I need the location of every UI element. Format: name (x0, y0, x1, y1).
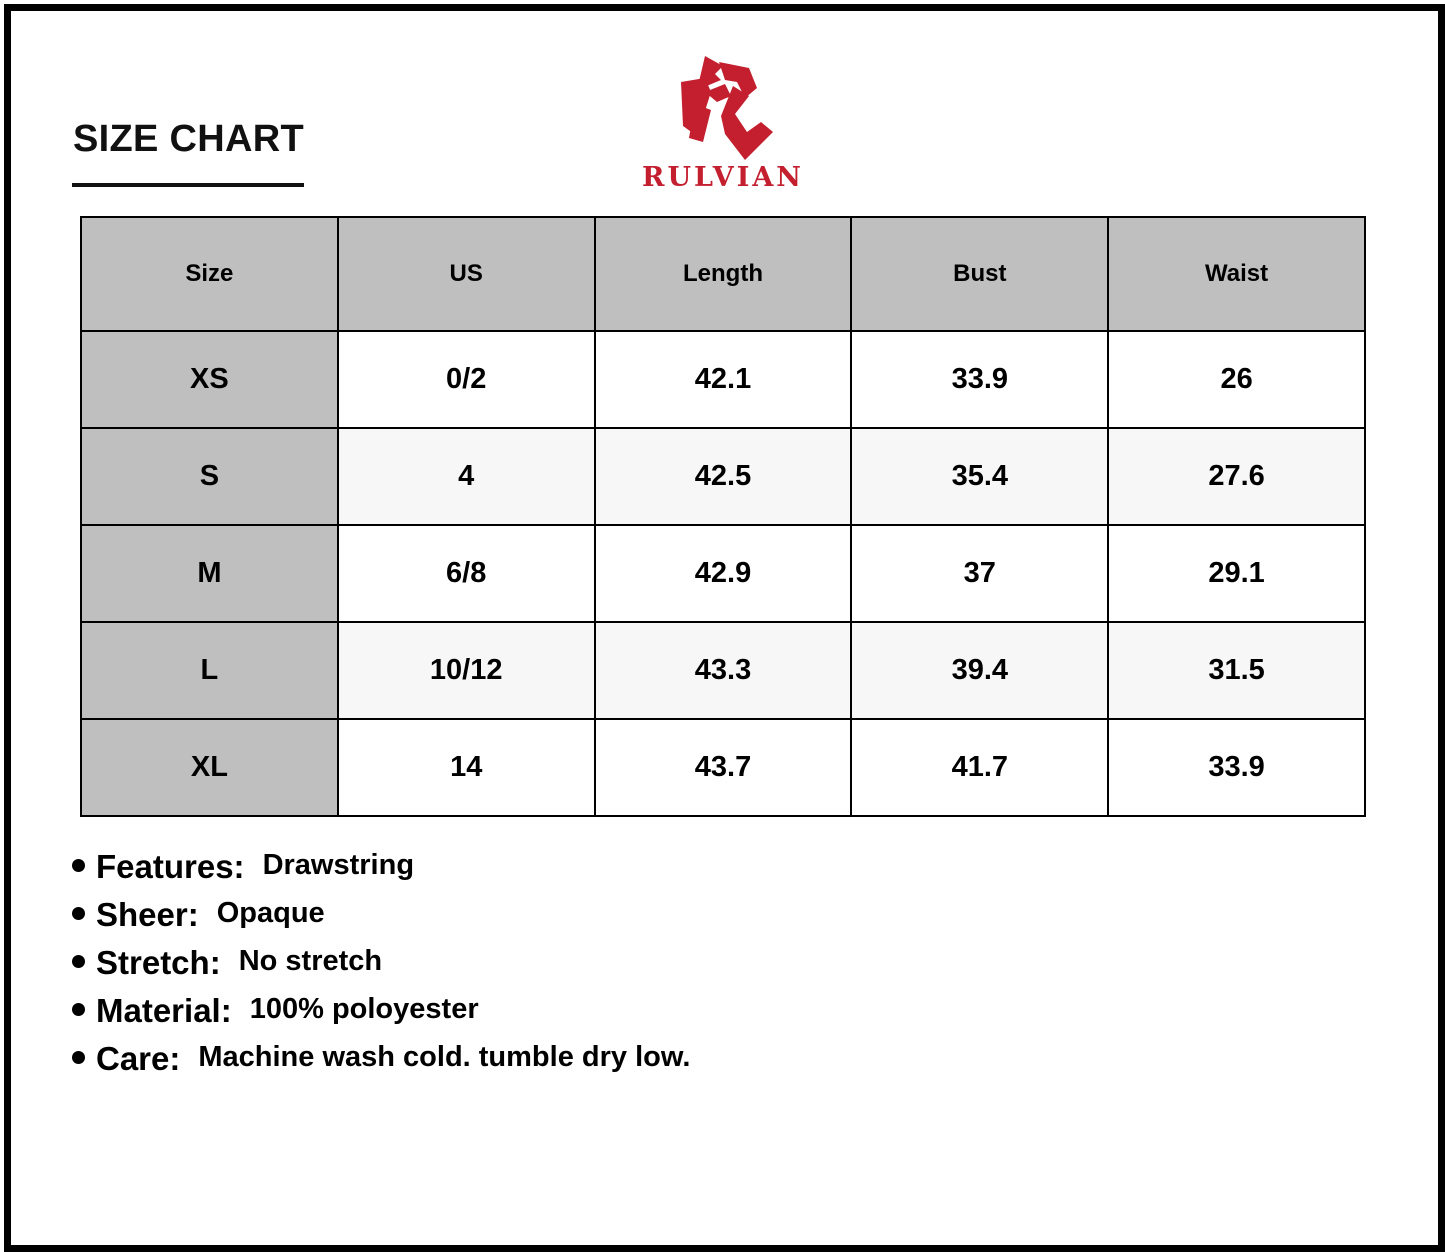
cell-waist: 29.1 (1108, 525, 1365, 622)
brand-logo (620, 50, 826, 200)
cell-length: 42.5 (595, 428, 852, 525)
feature-label: Sheer: (96, 896, 199, 933)
header-length: Length (595, 217, 852, 331)
cell-bust: 37 (851, 525, 1108, 622)
list-item (72, 1040, 1272, 1088)
cell-length: 42.1 (595, 331, 852, 428)
feature-label: Features: (96, 848, 245, 885)
cell-us: 0/2 (338, 331, 595, 428)
bullet-icon (72, 1051, 85, 1064)
cell-waist: 33.9 (1108, 719, 1365, 816)
cell-bust: 35.4 (851, 428, 1108, 525)
header-waist: Waist (1108, 217, 1365, 331)
cell-size: S (81, 428, 338, 525)
cell-us: 10/12 (338, 622, 595, 719)
header-us: US (338, 217, 595, 331)
cell-size: M (81, 525, 338, 622)
feature-value: Machine wash cold. tumble dry low. (198, 1041, 691, 1073)
cell-length: 43.7 (595, 719, 852, 816)
cell-waist: 27.6 (1108, 428, 1365, 525)
cell-waist: 31.5 (1108, 622, 1365, 719)
bullet-icon (72, 859, 85, 872)
brand-r-icon (675, 52, 775, 164)
feature-list (72, 848, 1272, 1088)
cell-us: 14 (338, 719, 595, 816)
feature-value: Drawstring (262, 849, 415, 881)
list-item (72, 896, 1272, 944)
list-item (72, 848, 1272, 896)
cell-size: XL (81, 719, 338, 816)
title-underline (72, 183, 304, 187)
feature-value: 100% poloyester (249, 993, 479, 1025)
cell-length: 42.9 (595, 525, 852, 622)
cell-waist: 26 (1108, 331, 1365, 428)
cell-bust: 39.4 (851, 622, 1108, 719)
feature-value: Opaque (216, 897, 325, 929)
feature-label: Stretch: (96, 944, 221, 981)
table-row (81, 331, 1365, 428)
cell-bust: 41.7 (851, 719, 1108, 816)
table-header-row (81, 217, 1365, 331)
list-item (72, 992, 1272, 1040)
bullet-icon (72, 907, 85, 920)
table-row (81, 525, 1365, 622)
header-size: Size (81, 217, 338, 331)
bullet-icon (72, 955, 85, 968)
bullet-icon (72, 1003, 85, 1016)
brand-name: RULVIAN (642, 162, 804, 193)
cell-us: 6/8 (338, 525, 595, 622)
cell-length: 43.3 (595, 622, 852, 719)
table-row (81, 622, 1365, 719)
feature-label: Material: (96, 992, 232, 1029)
header-bust: Bust (851, 217, 1108, 331)
size-table (80, 216, 1366, 817)
page-title: SIZE CHART (73, 118, 304, 160)
table-row (81, 428, 1365, 525)
cell-size: L (81, 622, 338, 719)
feature-value: No stretch (238, 945, 383, 977)
cell-size: XS (81, 331, 338, 428)
table-row (81, 719, 1365, 816)
list-item (72, 944, 1272, 992)
cell-bust: 33.9 (851, 331, 1108, 428)
feature-label: Care: (96, 1040, 181, 1077)
cell-us: 4 (338, 428, 595, 525)
